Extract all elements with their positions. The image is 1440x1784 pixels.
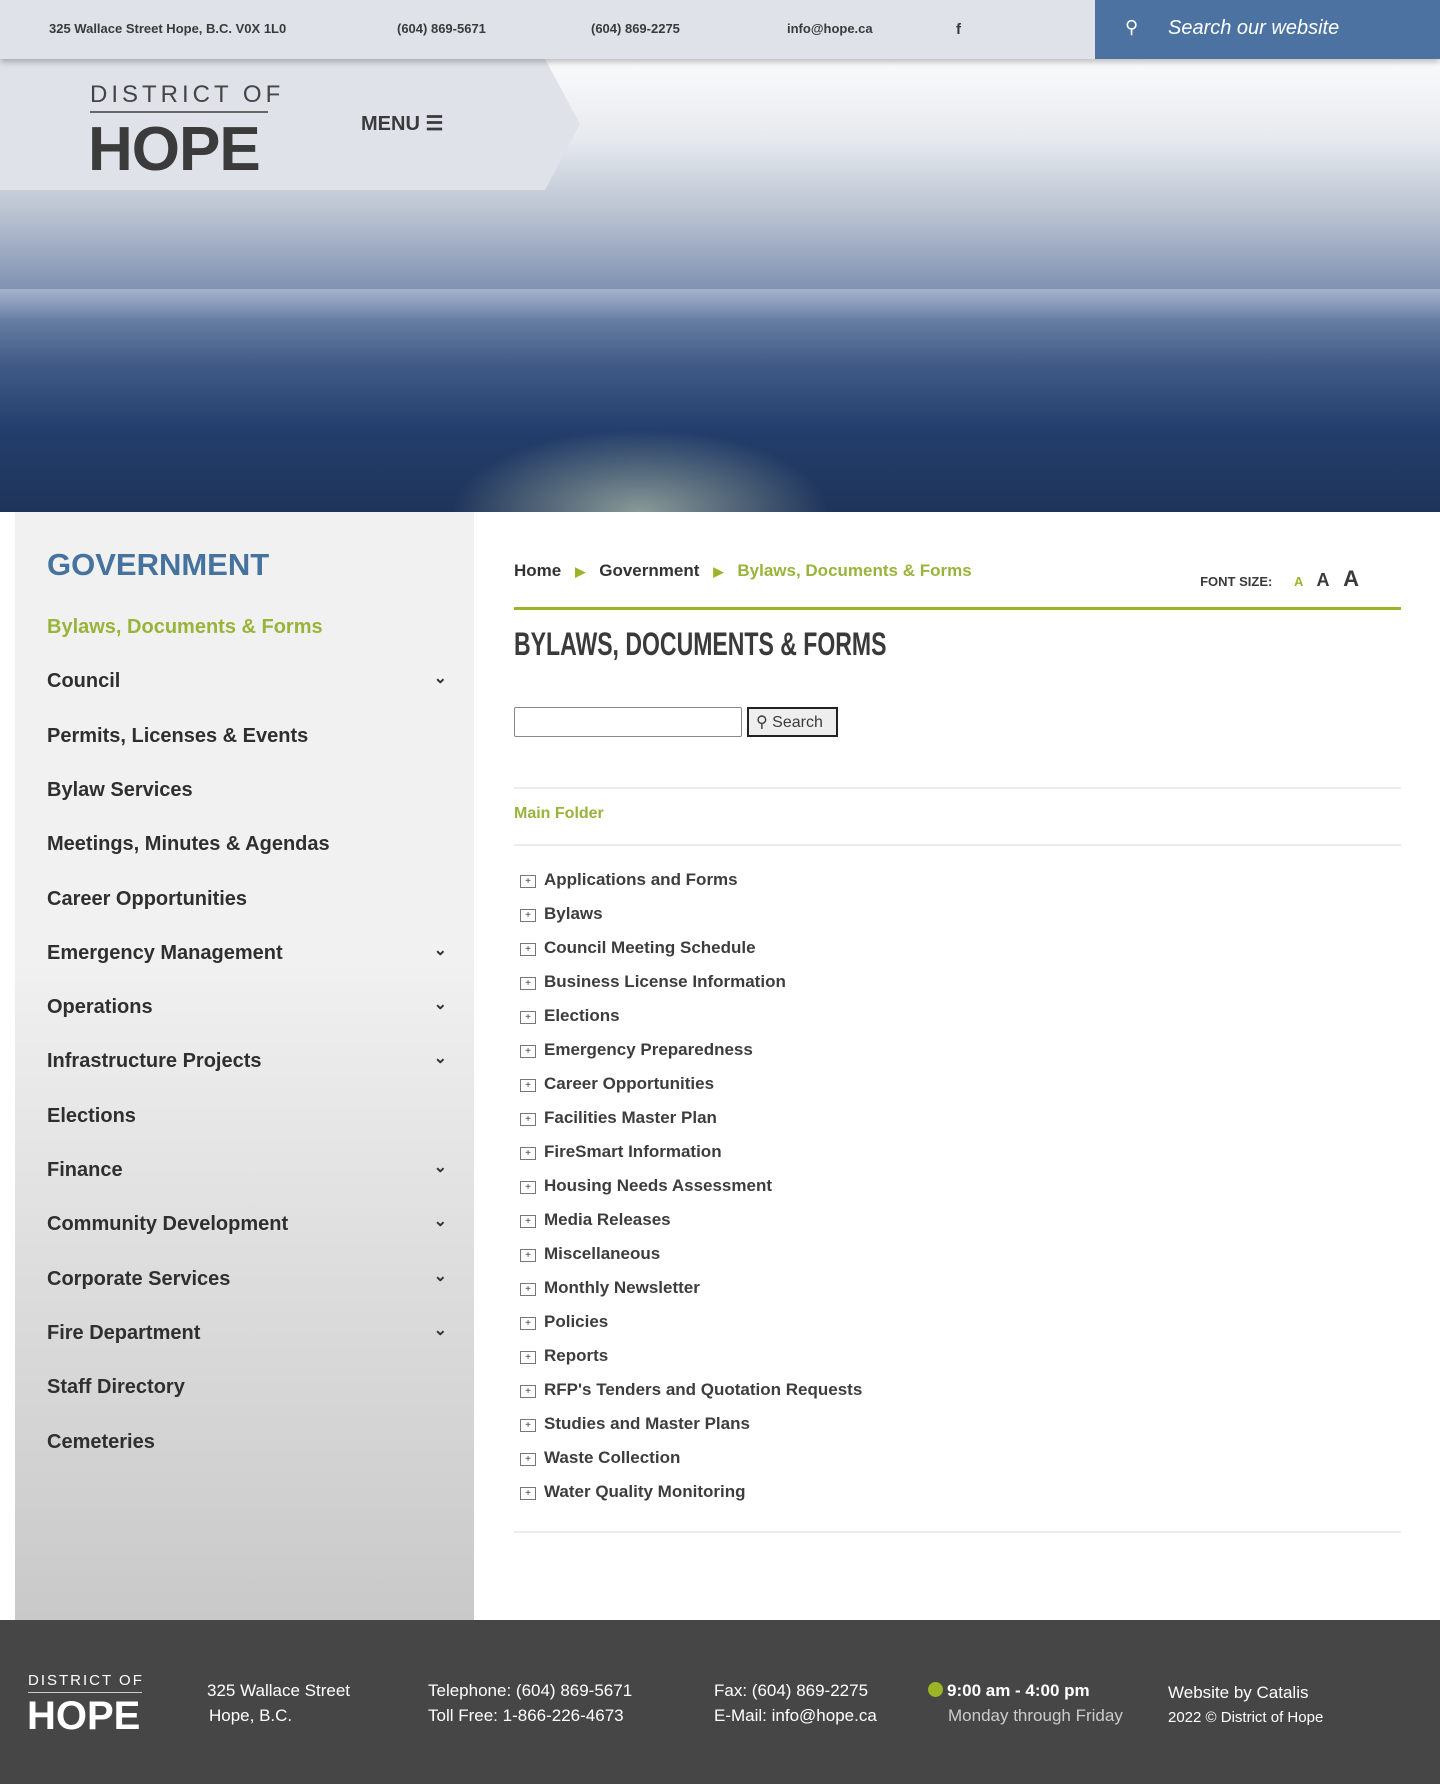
divider [514,607,1401,610]
folder-item[interactable] [520,1346,608,1366]
folder-label: Applications and Forms [544,870,738,889]
sidebar-item[interactable] [47,1213,447,1236]
folder-label: Elections [544,1006,620,1025]
folder-item[interactable] [520,1142,722,1162]
main-folder-link[interactable]: Main Folder [514,805,604,822]
site-search[interactable] [1095,0,1440,59]
folder-label: Monthly Newsletter [544,1278,700,1297]
sidebar-item[interactable] [47,670,447,693]
sidebar-item-label: Elections [47,1104,136,1127]
folder-expand-icon[interactable]: + [520,875,536,888]
folder-item[interactable] [520,1210,671,1230]
sidebar-item-label: Cemeteries [47,1430,155,1453]
chevron-down-icon[interactable]: ⌄ [433,670,447,688]
breadcrumb-arrow-icon: ▶ [575,564,586,579]
folder-item[interactable] [520,972,786,992]
font-size-label: FONT SIZE: [1200,574,1273,589]
fax-link[interactable]: (604) 869-2275 [591,21,680,36]
sidebar-item-label: Permits, Licenses & Events [47,724,309,747]
footer-logo-top: DISTRICT OF [28,1672,144,1689]
footer-address-line2: Hope, B.C. [209,1706,293,1725]
folder-label: Housing Needs Assessment [544,1176,772,1195]
folder-label: Business License Information [544,972,786,991]
sidebar-item-label: Operations [47,996,153,1019]
folder-expand-icon[interactable]: + [520,1181,536,1194]
logo-text-main: HOPE [88,115,260,184]
folder-expand-icon[interactable]: + [520,1045,536,1058]
footer [0,1620,1440,1784]
sidebar-item-label: Infrastructure Projects [47,1050,262,1073]
footer-logo-main: HOPE [27,1694,141,1738]
folder-label: Water Quality Monitoring [544,1482,746,1501]
chevron-down-icon[interactable]: ⌄ [433,1321,447,1339]
footer-copyright: 2022 © District of Hope [1168,1709,1324,1726]
search-icon[interactable]: ⚲ [1125,17,1139,37]
folder-label: Reports [544,1346,609,1365]
sidebar-item[interactable] [47,779,447,802]
sidebar-item-label: Bylaw Services [47,778,193,801]
folder-expand-icon[interactable]: + [520,1317,536,1330]
breadcrumb-government[interactable]: Government [599,561,700,580]
folder-label: Emergency Preparedness [544,1040,753,1059]
footer-hours: 9:00 am - 4:00 pm [947,1681,1090,1700]
folder-item[interactable] [520,1448,680,1468]
folder-item[interactable] [520,1482,745,1502]
footer-email[interactable]: E-Mail: info@hope.ca [714,1706,877,1725]
search-icon: ⚲ [756,714,768,731]
header-panel [0,59,545,190]
chevron-down-icon[interactable]: ⌄ [433,1267,447,1285]
address: 325 Wallace Street Hope, B.C. V0X 1L0 [49,21,287,36]
page-title: BYLAWS, DOCUMENTS & FORMS [514,626,887,662]
search-button-label: Search [772,714,823,731]
folder-expand-icon[interactable]: + [520,909,536,922]
chevron-down-icon[interactable]: ⌄ [433,1050,447,1068]
divider [514,787,1401,789]
sidebar-nav [15,512,474,1620]
folder-expand-icon[interactable]: + [520,1147,536,1160]
sidebar-item-label: Meetings, Minutes & Agendas [47,833,330,856]
folder-item[interactable] [520,870,738,890]
folder-expand-icon[interactable]: + [520,1351,536,1364]
document-search-input[interactable] [514,707,742,737]
chevron-down-icon[interactable]: ⌄ [433,1159,447,1176]
sidebar-item[interactable] [47,1268,447,1291]
breadcrumb [514,561,972,581]
sidebar-item-label: Community Development [47,1213,289,1236]
font-size-large[interactable]: A [1343,566,1359,591]
clock-icon [928,1682,943,1697]
folder-item[interactable] [520,1278,700,1298]
chevron-down-icon[interactable]: ⌄ [433,1213,447,1231]
folder-expand-icon[interactable]: + [520,1453,536,1466]
footer-fax: Fax: (604) 869-2275 [714,1681,869,1700]
folder-item[interactable] [520,1414,750,1434]
font-size-small[interactable]: A [1293,574,1303,589]
sidebar-item-label: Bylaws, Documents & Forms [47,616,323,638]
folder-expand-icon[interactable]: + [520,1113,536,1126]
footer-address-line1: 325 Wallace Street [207,1681,350,1700]
folder-item[interactable] [520,1380,862,1400]
folder-label: FireSmart Information [544,1142,722,1161]
sidebar-item-label: Emergency Management [47,941,283,964]
sidebar-item[interactable] [47,1376,447,1399]
folder-expand-icon[interactable]: + [520,977,536,990]
folder-label: Miscellaneous [544,1244,661,1263]
sidebar-item[interactable] [47,1431,447,1454]
folder-label: Bylaws [544,904,603,923]
divider [514,844,1401,846]
divider [514,1531,1401,1533]
folder-item[interactable] [520,1312,608,1332]
chevron-down-icon[interactable]: ⌄ [433,996,447,1014]
footer-tollfree[interactable]: Toll Free: 1-866-226-4673 [428,1706,624,1725]
sidebar-item-label: Staff Directory [47,1376,185,1399]
folder-label: Studies and Master Plans [544,1414,750,1433]
breadcrumb-arrow-icon: ▶ [713,564,724,579]
folder-expand-icon[interactable]: + [520,1249,536,1262]
folder-expand-icon[interactable]: + [520,1487,536,1500]
folder-label: Facilities Master Plan [544,1108,717,1127]
chevron-down-icon[interactable]: ⌄ [433,941,447,959]
sidebar-item[interactable] [47,996,447,1019]
sidebar-item[interactable] [47,725,447,748]
sidebar-item-label: Fire Department [47,1321,201,1344]
sidebar-item-label: Corporate Services [47,1267,231,1290]
folder-expand-icon[interactable]: + [520,1079,536,1092]
sidebar-item[interactable] [47,833,447,856]
folder-expand-icon[interactable]: + [520,1011,536,1024]
folder-label: Career Opportunities [544,1074,715,1093]
phone-link[interactable]: (604) 869-5671 [397,21,486,36]
facebook-icon[interactable]: f [956,21,961,38]
breadcrumb-current: Bylaws, Documents & Forms [737,561,972,580]
document-search-button[interactable] [747,707,838,737]
footer-days: Monday through Friday [948,1706,1123,1725]
sidebar-item[interactable] [47,616,447,639]
footer-telephone[interactable]: Telephone: (604) 869-5671 [428,1681,633,1700]
folder-expand-icon[interactable]: + [520,1385,536,1398]
folder-expand-icon[interactable]: + [520,1419,536,1432]
breadcrumb-home[interactable]: Home [514,561,562,580]
sidebar-item[interactable] [47,888,447,911]
font-size-medium[interactable]: A [1316,570,1330,590]
sidebar-item[interactable] [47,1105,447,1128]
folder-item[interactable] [520,1176,772,1196]
folder-item[interactable] [520,1006,620,1026]
folder-item[interactable] [520,904,603,924]
menu-button[interactable]: MENU ☰ [361,113,444,135]
sidebar-item[interactable] [47,942,447,965]
folder-label: Waste Collection [544,1448,681,1467]
folder-item[interactable] [520,1244,660,1264]
folder-expand-icon[interactable]: + [520,943,536,956]
folder-expand-icon[interactable]: + [520,1215,536,1228]
folder-label: Policies [544,1312,609,1331]
folder-item[interactable] [520,1108,717,1128]
search-input[interactable]: Search our website [1168,17,1340,39]
sidebar-item[interactable] [47,1322,447,1345]
footer-credit-link[interactable]: Website by Catalis [1168,1683,1309,1702]
font-size-controls [1200,566,1359,592]
sidebar-item[interactable] [47,1050,447,1073]
folder-item[interactable] [520,938,756,958]
sidebar-title: GOVERNMENT [47,547,270,582]
folder-expand-icon[interactable]: + [520,1283,536,1296]
sidebar-item-label: Council [47,670,121,693]
sidebar-item-label: Finance [47,1159,123,1181]
folder-item[interactable] [520,1040,753,1060]
folder-item[interactable] [520,1074,714,1094]
top-contact-bar [0,0,1440,59]
email-link[interactable]: info@hope.ca [787,21,873,36]
sidebar-item-label: Career Opportunities [47,887,248,910]
folder-label: Council Meeting Schedule [544,938,756,957]
logo-text-top: DISTRICT OF [90,81,285,108]
sidebar-item[interactable] [47,1159,447,1182]
folder-label: Media Releases [544,1210,671,1229]
folder-label: RFP's Tenders and Quotation Requests [544,1380,863,1399]
